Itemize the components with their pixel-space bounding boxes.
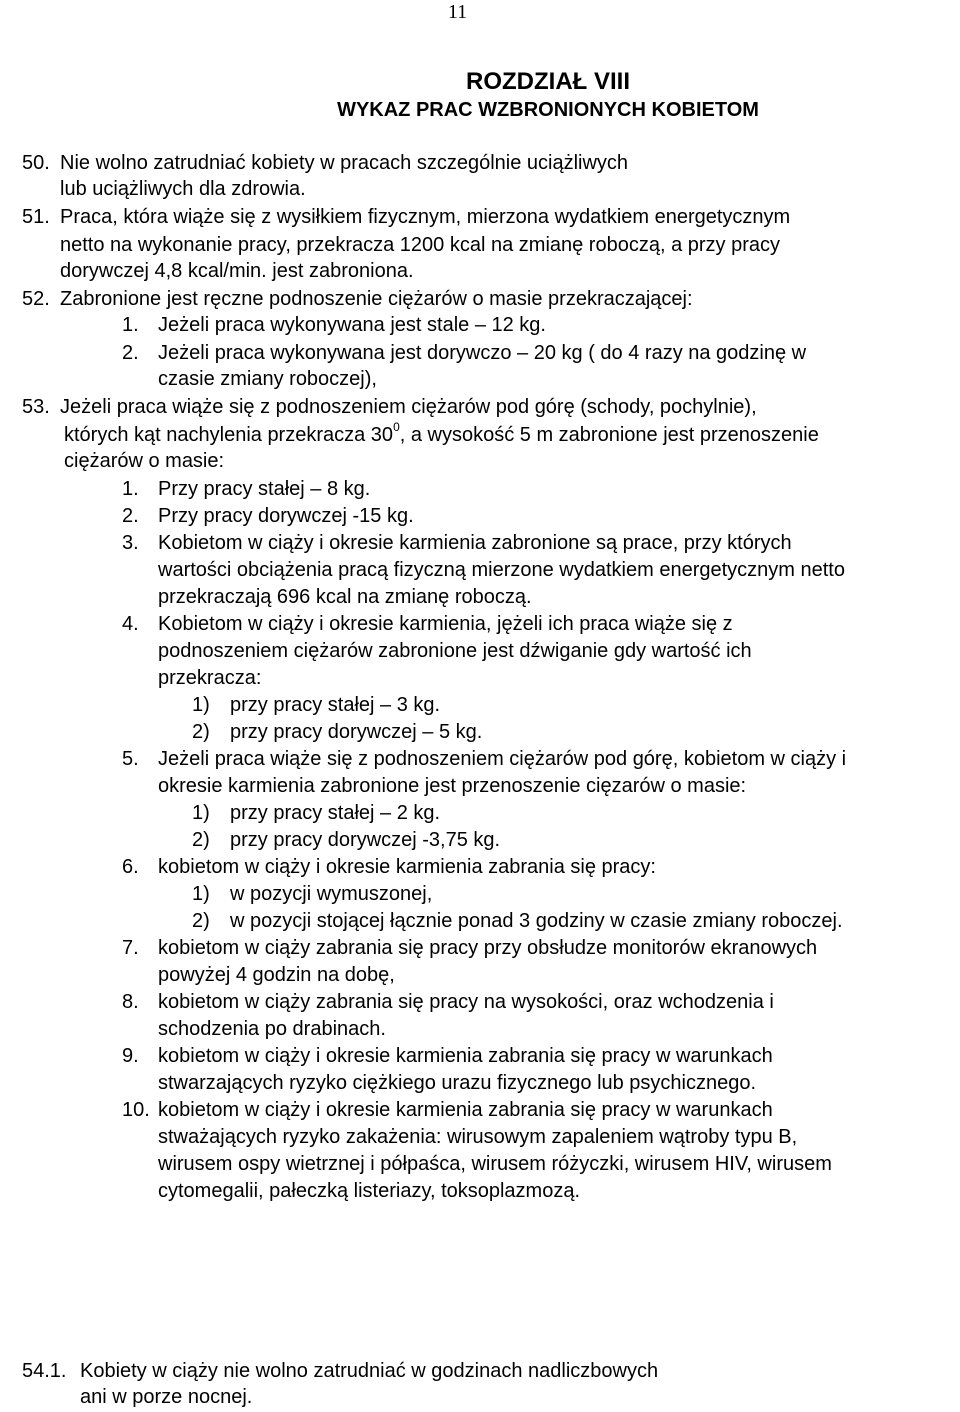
list-item: przekraczają 696 kcal na zmianę roboczą. (158, 586, 532, 608)
sub-item-number: 1) (192, 802, 210, 824)
chapter-title: ROZDZIAŁ VIII (466, 68, 630, 95)
list-item: stważających ryzyko zakażenia: wirusowym zapaleniem wątroby typu B, (158, 1126, 798, 1148)
sub-item: w pozycji stojącej łącznie ponad 3 godziny w czasie zmiany roboczej. (230, 910, 843, 932)
paragraph-line: Kobiety w ciąży nie wolno zatrudniać w godzinach nadliczbowych (80, 1360, 659, 1382)
paragraph-line: ani w porze nocnej. (80, 1386, 253, 1408)
section-number: 52. (22, 288, 50, 310)
list-item-number: 6. (122, 856, 139, 878)
list-item-number: 1. (122, 478, 139, 500)
list-item: czasie zmiany roboczej), (158, 368, 377, 390)
list-item-number: 10. (122, 1099, 150, 1121)
paragraph-line: Jeżeli praca wiąże się z podnoszeniem ciężarów pod górę (schody, pochylnie), (60, 396, 757, 418)
list-item-number: 8. (122, 991, 139, 1013)
list-item: wartości obciążenia pracą fizyczną mierzone wydatkiem energetycznym netto (158, 559, 845, 581)
sub-item-number: 2) (192, 829, 210, 851)
list-item: kobietom w ciąży zabrania się pracy na wysokości, oraz wchodzenia i (158, 991, 774, 1013)
paragraph-line: netto na wykonanie pracy, przekracza 1200 kcal na zmianę roboczą, a przy pracy (60, 234, 780, 256)
sub-item: przy pracy dorywczej -3,75 kg. (230, 829, 501, 851)
list-item-number: 3. (122, 532, 139, 554)
section-number: 53. (22, 396, 50, 418)
section-number: 51. (22, 206, 50, 228)
list-item-number: 2. (122, 505, 139, 527)
paragraph-line: Praca, która wiąże się z wysiłkiem fizycznym, mierzona wydatkiem energetycznym (60, 206, 791, 228)
page-number: 11 (447, 1, 468, 23)
section-number: 54.1. (22, 1360, 67, 1382)
sub-item-number: 1) (192, 694, 210, 716)
list-item-number: 9. (122, 1045, 139, 1067)
list-item: Kobietom w ciąży i okresie karmienia zabronione są prace, przy których (158, 532, 792, 554)
list-item: wirusem ospy wietrznej i półpaśca, wirusem różyczki, wirusem HIV, wirusem (158, 1153, 832, 1175)
list-item-number: 7. (122, 937, 139, 959)
list-item-number: 4. (122, 613, 139, 635)
list-item: schodzenia po drabinach. (158, 1018, 386, 1040)
sub-item: przy pracy stałej – 2 kg. (230, 802, 441, 824)
list-item: Jeżeli praca wykonywana jest stale – 12 kg. (158, 314, 546, 336)
paragraph-line: których kąt nachylenia przekracza $30^0$, a wysokość 5 m zabronione jest przenoszenie (64, 420, 819, 446)
paragraph-line: ciężarów o masie: (64, 450, 225, 472)
list-item: okresie karmienia zabronione jest przenoszenie cięzarów o masie: (158, 775, 747, 797)
list-item-number: 5. (122, 748, 139, 770)
list-item-number: 1. (122, 314, 139, 336)
list-item: kobietom w ciąży i okresie karmienia zabrania się pracy w warunkach (158, 1099, 773, 1121)
list-item: Przy pracy dorywczej -15 kg. (158, 505, 414, 527)
list-item: kobietom w ciąży i okresie karmienia zabrania się pracy w warunkach (158, 1045, 773, 1067)
list-item: kobietom w ciąży i okresie karmienia zabrania się pracy: (158, 856, 656, 878)
sub-item-number: 2) (192, 910, 210, 932)
section-number: 50. (22, 152, 50, 174)
sub-item-number: 1) (192, 883, 210, 905)
paragraph-line: Nie wolno zatrudniać kobiety w pracach szczególnie uciążliwych (60, 152, 629, 174)
sub-item: w pozycji wymuszonej, (230, 883, 433, 905)
list-item: Przy pracy stałej – 8 kg. (158, 478, 371, 500)
list-item: stwarzających ryzyko ciężkiego urazu fizycznego lub psychicznego. (158, 1072, 757, 1094)
paragraph-line: lub uciążliwych dla zdrowia. (60, 178, 306, 200)
list-item: Kobietom w ciąży i okresie karmienia, jężeli ich praca wiąże się z (158, 613, 733, 635)
paragraph-line: Zabronione jest ręczne podnoszenie ciężarów o masie przekraczającej: (60, 288, 693, 310)
chapter-subtitle: WYKAZ PRAC WZBRONIONYCH KOBIETOM (337, 99, 759, 121)
list-item: Jeżeli praca wykonywana jest dorywczo – 20 kg ( do 4 razy na godzinę w (158, 342, 807, 364)
list-item: podnoszeniem ciężarów zabronione jest dźwiganie gdy wartość ich (158, 640, 752, 662)
sub-item: przy pracy dorywczej – 5 kg. (230, 721, 483, 743)
list-item-number: 2. (122, 342, 139, 364)
list-item: cytomegalii, pałeczką listeriazy, toksoplazmozą. (158, 1180, 581, 1202)
list-item: powyżej 4 godzin na dobę, (158, 964, 395, 986)
sub-item: przy pracy stałej – 3 kg. (230, 694, 441, 716)
superscript: 0 (393, 420, 400, 435)
list-item: Jeżeli praca wiąże się z podnoszeniem ciężarów pod górę, kobietom w ciąży i (158, 748, 847, 770)
paragraph-line: dorywczej 4,8 kcal/min. jest zabroniona. (60, 260, 414, 282)
list-item: kobietom w ciąży zabrania się pracy przy obsłudze monitorów ekranowych (158, 937, 818, 959)
list-item: przekracza: (158, 667, 262, 689)
sub-item-number: 2) (192, 721, 210, 743)
